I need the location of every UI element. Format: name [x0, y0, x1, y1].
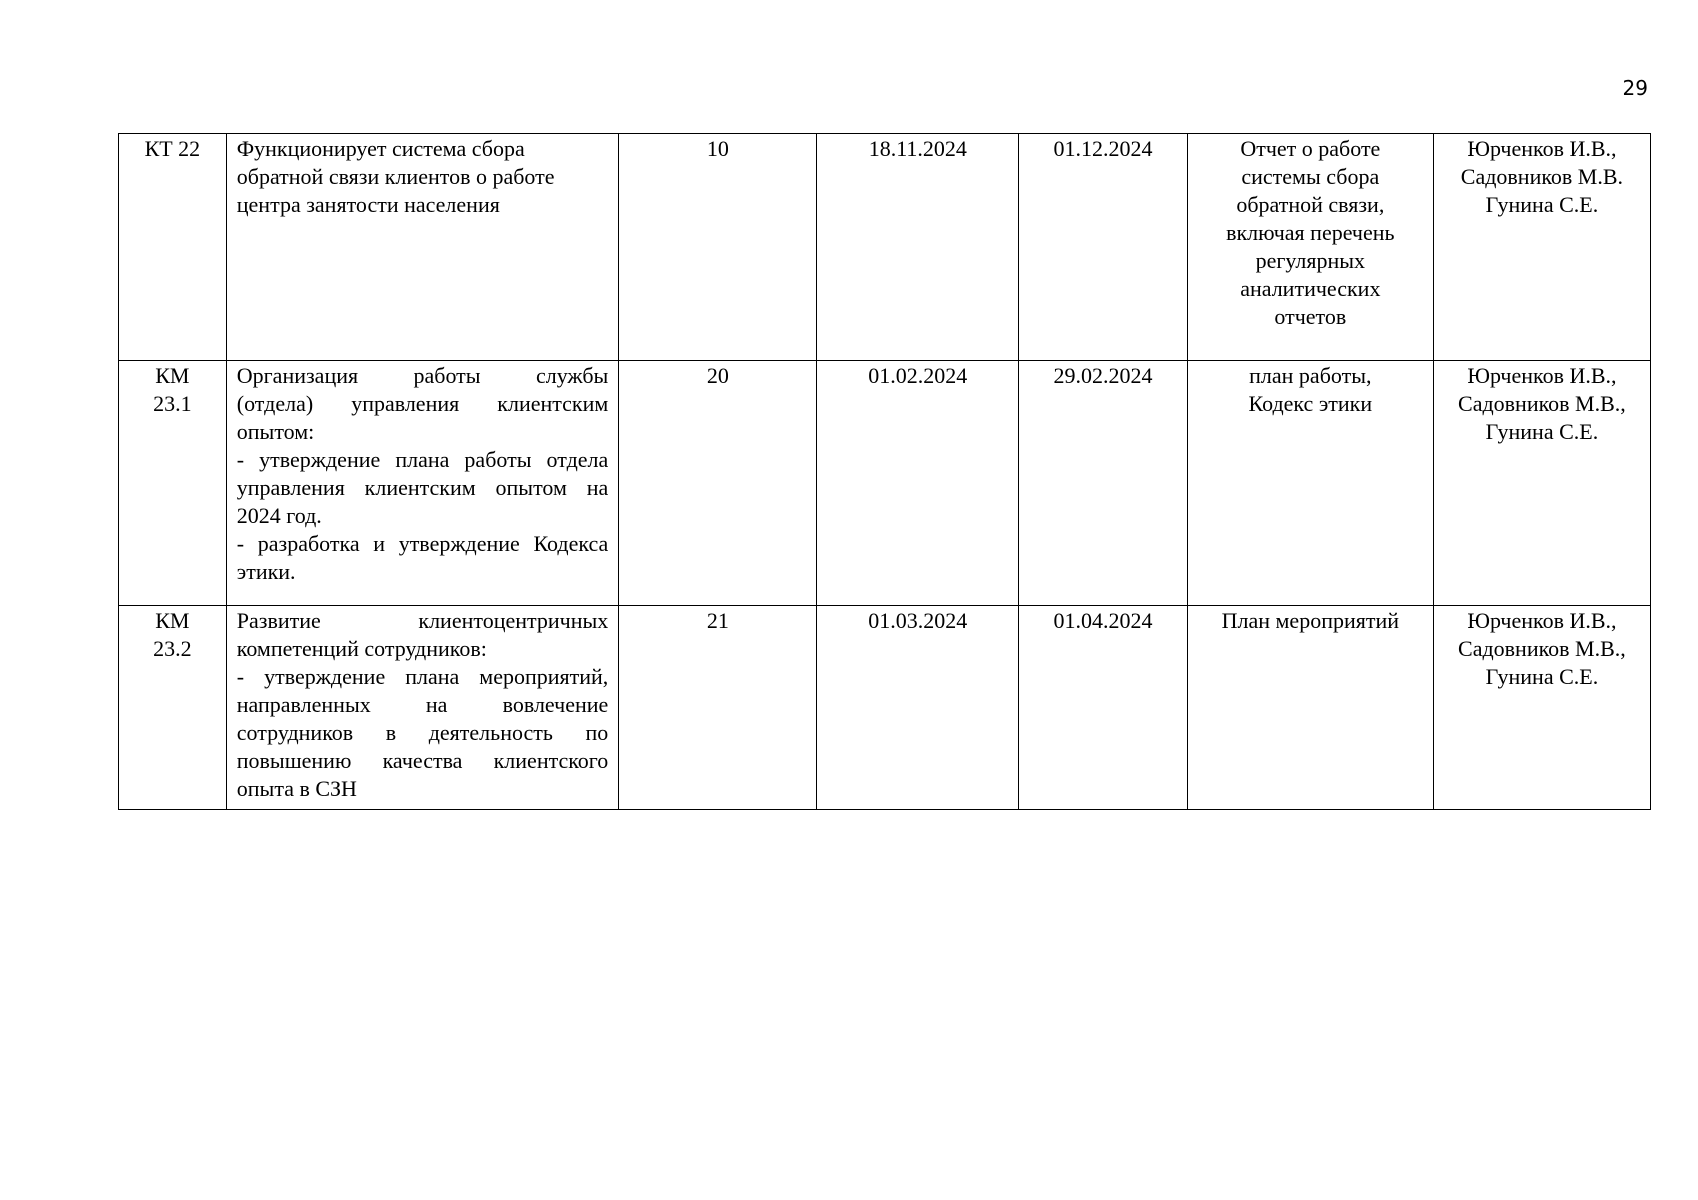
row-responsible-cell — [1433, 606, 1650, 810]
description-line: Развитие клиентоцентричных — [236, 608, 609, 633]
responsible-line: Гунина С.Е. — [1485, 664, 1599, 689]
row-result-cell — [1187, 134, 1433, 361]
result-line: включая перечень — [1226, 220, 1395, 245]
description-line: Организация работы службы — [236, 363, 609, 388]
plan-table — [118, 133, 1651, 810]
description-line: 2024 год. — [236, 503, 322, 528]
result-line: План мероприятий — [1221, 608, 1400, 633]
table-row — [119, 606, 1651, 810]
row-number-cell: 20 — [619, 361, 817, 606]
result-line: регулярных — [1255, 248, 1366, 273]
row-code-line: КТ 22 — [144, 136, 201, 161]
responsible-line: Юрченков И.В., — [1467, 608, 1617, 633]
result-line: план работы, — [1249, 363, 1372, 388]
row-code-line: КМ — [155, 608, 190, 633]
description-line: управления клиентским опытом на — [236, 475, 609, 500]
row-number-cell: 21 — [619, 606, 817, 810]
row-code-line: 23.2 — [153, 636, 192, 661]
row-description-cell — [226, 134, 619, 361]
table-row — [119, 361, 1651, 606]
responsible-line: Садовников М.В., — [1458, 391, 1626, 416]
responsible-line: Юрченков И.В., — [1467, 136, 1617, 161]
description-line: опытом: — [236, 419, 315, 444]
responsible-line: Юрченков И.В., — [1467, 363, 1617, 388]
row-code-cell — [119, 361, 227, 606]
row-number-cell: 10 — [619, 134, 817, 361]
result-line: аналитических — [1240, 276, 1381, 301]
result-line: отчетов — [1274, 304, 1347, 329]
row-start-date-cell: 18.11.2024 — [817, 134, 1019, 361]
description-line: Функционирует система сбора — [236, 136, 525, 161]
result-line: Отчет о работе — [1240, 136, 1381, 161]
row-end-date-cell: 01.12.2024 — [1019, 134, 1188, 361]
description-line: - утверждение плана мероприятий, — [236, 664, 609, 689]
responsible-line: Садовников М.В., — [1458, 636, 1626, 661]
table-row — [119, 134, 1651, 361]
row-responsible-cell — [1433, 134, 1650, 361]
row-end-date-cell: 29.02.2024 — [1019, 361, 1188, 606]
row-start-date-cell: 01.02.2024 — [817, 361, 1019, 606]
description-line: (отдела) управления клиентским — [236, 391, 609, 416]
row-code-line: КМ — [155, 363, 190, 388]
result-line: Кодекс этики — [1248, 391, 1373, 416]
page-number: 29 — [1622, 76, 1648, 100]
row-description-cell — [226, 361, 619, 606]
responsible-line: Гунина С.Е. — [1485, 192, 1599, 217]
description-line: опыта в СЗН — [236, 776, 357, 801]
result-line: обратной связи, — [1236, 192, 1385, 217]
row-description-cell — [226, 606, 619, 810]
description-line: центра занятости населения — [236, 192, 500, 217]
description-line: компетенций сотрудников: — [236, 636, 487, 661]
row-code-cell — [119, 606, 227, 810]
row-code-cell — [119, 134, 227, 361]
row-start-date-cell: 01.03.2024 — [817, 606, 1019, 810]
row-result-cell — [1187, 606, 1433, 810]
description-line: - разработка и утверждение Кодекса — [236, 531, 609, 556]
description-line: - утверждение плана работы отдела — [236, 447, 609, 472]
description-line: направленных на вовлечение — [236, 692, 609, 717]
result-line: системы сбора — [1241, 164, 1380, 189]
row-responsible-cell — [1433, 361, 1650, 606]
row-end-date-cell: 01.04.2024 — [1019, 606, 1188, 810]
responsible-line: Гунина С.Е. — [1485, 419, 1599, 444]
description-line: повышению качества клиентского — [236, 748, 609, 773]
row-code-line: 23.1 — [153, 391, 192, 416]
description-line: сотрудников в деятельность по — [236, 720, 609, 745]
description-line: этики. — [236, 559, 296, 584]
row-result-cell — [1187, 361, 1433, 606]
responsible-line: Садовников М.В. — [1460, 164, 1624, 189]
description-line: обратной связи клиентов о работе — [236, 164, 555, 189]
